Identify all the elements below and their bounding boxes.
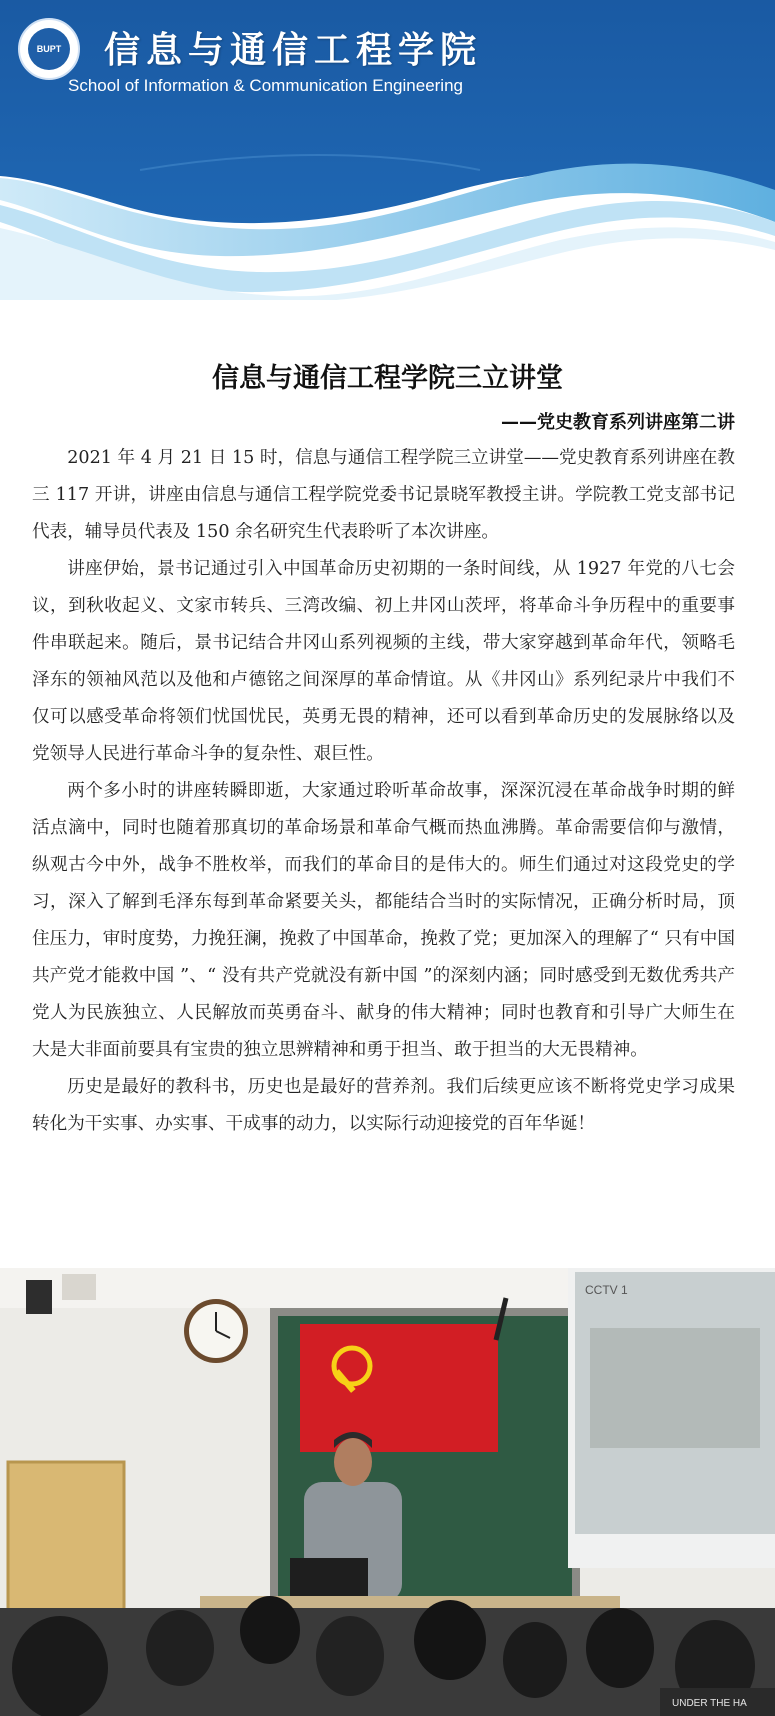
screen-logo: CCTV 1 bbox=[585, 1283, 628, 1297]
school-name-chinese: 信息与通信工程学院 bbox=[104, 29, 483, 71]
party-flag bbox=[300, 1324, 498, 1452]
paragraph: 两个多小时的讲座转瞬即逝，大家通过聆听革命故事，深深沉浸在革命战争时期的鲜活点滴中，同时也随着那真切的革命场景和革命气概而热血沸腾。革命需要信仰与激情，纵观古今中外，战争不胜枚举，而我们的革命目的是伟大的。师生们通过对这段党史的学习，深入了解到毛泽东每到革命紧要关头，都能结合当时的实际情况，正确分析时局，顶住压力，审时度势，力挽狂澜，挽救了中国革命，挽救了党；更加深入的理解了“ 只有中国共产党才能救中国 ”、“ 没有共产党就没有新中国 ”的深刻内涵；同时感受到无数优秀共产党人为民族独立、人民解放而英勇奋斗、献身的伟大精神；同时也教育和引导广大师生在大是大非面前要具有宝贵的独立思辨精神和勇于担当、敢于担当的大无畏精神。 bbox=[32, 781, 735, 1060]
loudspeaker bbox=[26, 1280, 52, 1314]
audience bbox=[0, 1608, 775, 1716]
lecture-photo bbox=[0, 1268, 775, 1716]
paragraph: 2021 年 4 月 21 日 15 时，信息与通信工程学院三立讲堂——党史教育系列讲座在教三 117 开讲，讲座由信息与通信工程学院党委书记景晓军教授主讲。学院教工党支部书记代表，辅导员代表及 150 余名研究生代表聆听了本次讲座。 bbox=[32, 448, 735, 542]
school-name-english: School of Information & Communication Engineering bbox=[68, 76, 463, 95]
article-title: 信息与通信工程学院三立讲堂 bbox=[212, 363, 563, 394]
notice-board bbox=[8, 1462, 124, 1612]
article-body bbox=[32, 440, 735, 1143]
paragraph: 讲座伊始，景书记通过引入中国革命历史初期的一条时间线，从 1927 年党的八七会议，到秋收起义、文家市转兵、三湾改编、初上井冈山茨坪，将革命斗争历程中的重要事件串联起来。随后，景书记结合井冈山系列视频的主线，带大家穿越到革命年代，领略毛泽东的领袖风范以及他和卢德铭之间深厚的革命情谊。从《井冈山》系列纪录片中我们不仅可以感受革命将领们忧国忧民，英勇无畏的精神，还可以看到革命历史的发展脉络以及党领导人民进行革命斗争的复杂性、艰巨性。 bbox=[32, 559, 735, 764]
header-banner bbox=[0, 0, 775, 300]
lecture-scene bbox=[0, 1268, 775, 1716]
paragraph: 历史是最好的教科书，历史也是最好的营养剂。我们后续更应该不断将党史学习成果转化为干实事、办实事、干成事的动力，以实际行动迎接党的百年华诞！ bbox=[32, 1077, 735, 1134]
logo-emblem: BUPT bbox=[28, 28, 70, 70]
school-logo bbox=[18, 18, 80, 80]
article-subtitle: ——党史教育系列讲座第二讲 bbox=[501, 412, 735, 433]
jacket-print: UNDER THE HA bbox=[672, 1698, 747, 1709]
